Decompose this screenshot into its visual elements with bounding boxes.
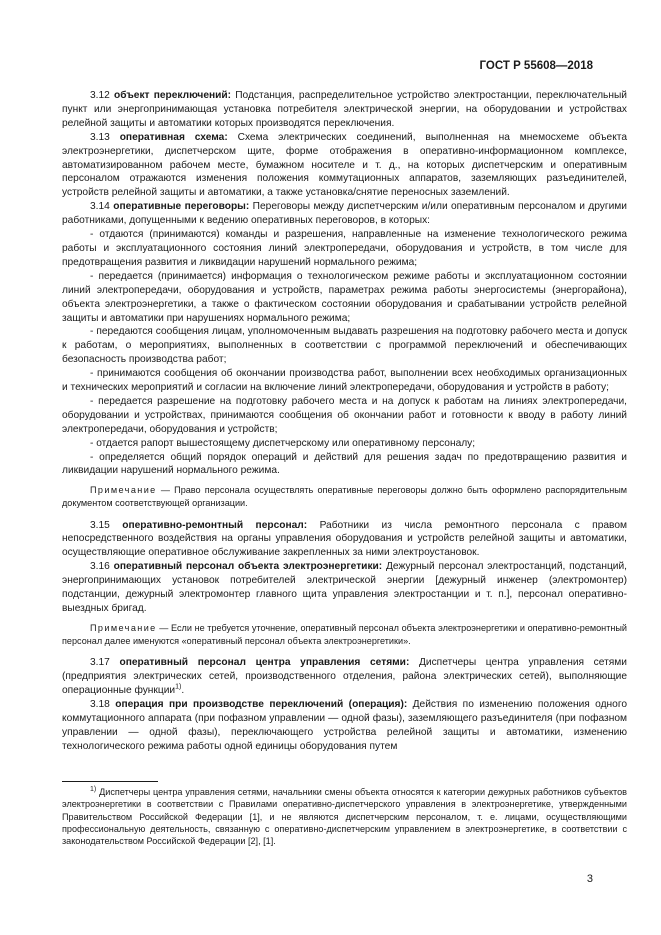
- footnote-ref[interactable]: 1): [175, 683, 182, 691]
- term-name: оперативная схема:: [119, 131, 228, 143]
- term-definition: Дежурный персонал электростанций, подстанций, энергопринимающих установок потребителей электрической энергии [дежурный инженер (электромонтер) подстанции, дежурный электромонтер главного щита управления электростанции и т. п.], персонал оперативно-выездных бригад.: [62, 561, 628, 614]
- footnote-divider: [62, 781, 158, 782]
- footnote-paragraph: [62, 786, 627, 847]
- term-definition: Диспетчеры центра управления сетями (предприятия электрических сетей, производственного отделения, района электрических сетей), выполняющие операционные функции: [62, 657, 627, 696]
- note-label: Примечание: [90, 622, 157, 633]
- note-2: [62, 622, 627, 647]
- term-name: оперативно-ремонтный персонал:: [122, 519, 308, 531]
- term-3-16: [62, 560, 627, 616]
- list-item: - передается разрешение на подготовку рабочего места и на допуск к работам на линиях электропередачи, оборудовании и устройствах, принимаются сообщения об окончании работ и готовности к вводу в работу линий электропередачи, оборудования и устройств;: [62, 395, 627, 435]
- term-definition: Работники из числа ремонтного персонала с правом непосредственного воздействия на органы управления оборудования и устройств релейной защиты и автоматики, осуществляющие оперативное обслуживание закрепленных за ними электроустановок.: [62, 519, 627, 559]
- term-3-15: [62, 519, 627, 561]
- term-number: 3.18: [90, 698, 110, 710]
- term-definition: Схема электрических соединений, выполненная на мнемосхеме объекта электроэнергетики, диспетчерском щите, форме отображения в оперативно-информационном комплексе, автоматизированном рабочем месте, бумажном носителе и т. д., на которых диспетчерским и оперативным персоналом отражаются изменения положения коммутационных аппаратов, заземляющих разъединителей, устройств релейной защиты и автоматики, а также установка/снятие переносных заземлений.: [62, 131, 628, 199]
- list-item: - передаются сообщения лицам, уполномоченным выдавать разрешения на подготовку рабочего места и допуск к работам, о мероприятиях, выполненных в соответствии с программой переключений и обеспечивающих безопасность производства работ;: [62, 326, 627, 366]
- term-name: объект переключений:: [113, 90, 232, 101]
- page-number: 3: [586, 873, 593, 885]
- term-definition: Подстанция, распределительное устройство электростанции, переключательный пункт или энергопринимающая установка потребителя электрической энергии, на оборудовании и устройствах релейной защиты и автоматики которых производятся переключения.: [62, 90, 627, 129]
- document-header: ГОСТ Р 55608—2018: [479, 60, 593, 72]
- footnote-text: Диспетчеры центра управления сетями, начальники смены объекта относятся к категории дежурных работников субъектов электроэнергетики в соответствии с Правилами оперативно-диспетчерского управления в электроэнергетике, утвержденными Правительством Российской Федерации [1], и не являются диспетчерским персоналом, т. е. лицами, осуществляющими профессиональную деятельность, связанную с оперативно-диспетчерским управлением в электроэнергетике, в соответствии с законодательством Российской Федерации [2], [1].: [62, 787, 627, 847]
- term-3-13: [62, 131, 627, 201]
- term-3-17: [62, 656, 627, 698]
- list-item: - передается (принимается) информация о технологическом режиме работы и эксплуатационном состоянии линий электропередачи, оборудования и устройств, параметрах режима работы энергосистемы (энергорайона), объекта электроэнергетики, а также о фактическом состоянии оборудования и срабатывании устройств релейной защиты и автоматики при нарушениях нормального режима;: [62, 270, 627, 324]
- term-name: оперативный персонал центра управления сетями:: [119, 657, 410, 669]
- list-item: - определяется общий порядок операций и действий для решения задач по предотвращению развития и ликвидации нарушений нормального режима.: [62, 451, 627, 477]
- list-item: - принимаются сообщения об окончании производства работ, выполнении всех необходимых организационных и технических мероприятий и согласии на включение линий электропередачи, оборудования и устройств в работу;: [62, 368, 627, 394]
- footnote-mark: 1): [90, 785, 97, 793]
- list-item: - отдаются (принимаются) команды и разрешения, направленные на изменение технологического режима работы и эксплуатационного состояния линий электропередачи, оборудования и устройств, в том числе для предотвращения развития и ликвидации нарушений нормального режима;: [62, 229, 627, 268]
- note-text: — Если не требуется уточнение, оперативный персонал объекта электроэнергетики и оперативно-ремонтный персонал далее именуются «оперативный персонал объекта электроэнергетики».: [62, 622, 628, 646]
- term-definition: Действия по изменению положения одного коммутационного аппарата (при пофазном управлении — одной фазы), заземляющего разъединителя (при пофазном управлении — одной фазы), переключающего устройства релейной защиты и автоматики, изменению технологического режима работы одной единицы оборудования путем: [62, 698, 627, 752]
- footnote: [62, 786, 627, 847]
- term-3-14: [62, 200, 627, 228]
- note-label: Примечание: [90, 485, 157, 496]
- term-number: 3.16: [90, 561, 110, 573]
- term-name: операция при производстве переключений (операция):: [115, 698, 408, 710]
- document-body: [62, 89, 627, 753]
- note-1: [62, 484, 627, 509]
- term-3-18: [62, 698, 627, 754]
- term-number: 3.15: [90, 519, 110, 531]
- term-name: оперативный персонал объекта электроэнергетики:: [113, 561, 383, 573]
- term-number: 3.13: [90, 131, 110, 143]
- term-number: 3.12: [90, 90, 110, 101]
- term-number: 3.17: [90, 657, 110, 669]
- term-punctuation: .: [181, 684, 185, 696]
- term-name: оперативные переговоры:: [113, 201, 250, 213]
- term-definition: Переговоры между диспетчерским и/или оперативным персоналом и другими работниками, допущенными к ведению оперативных переговоров, в которых:: [62, 201, 627, 227]
- note-text: — Право персонала осуществлять оперативные переговоры должно быть оформлено распорядительным документом соответствующей организации.: [62, 485, 627, 508]
- term-3-12: [62, 89, 627, 131]
- list-item: - отдается рапорт вышестоящему диспетчерскому или оперативному персоналу;: [90, 437, 476, 449]
- term-number: 3.14: [90, 201, 110, 213]
